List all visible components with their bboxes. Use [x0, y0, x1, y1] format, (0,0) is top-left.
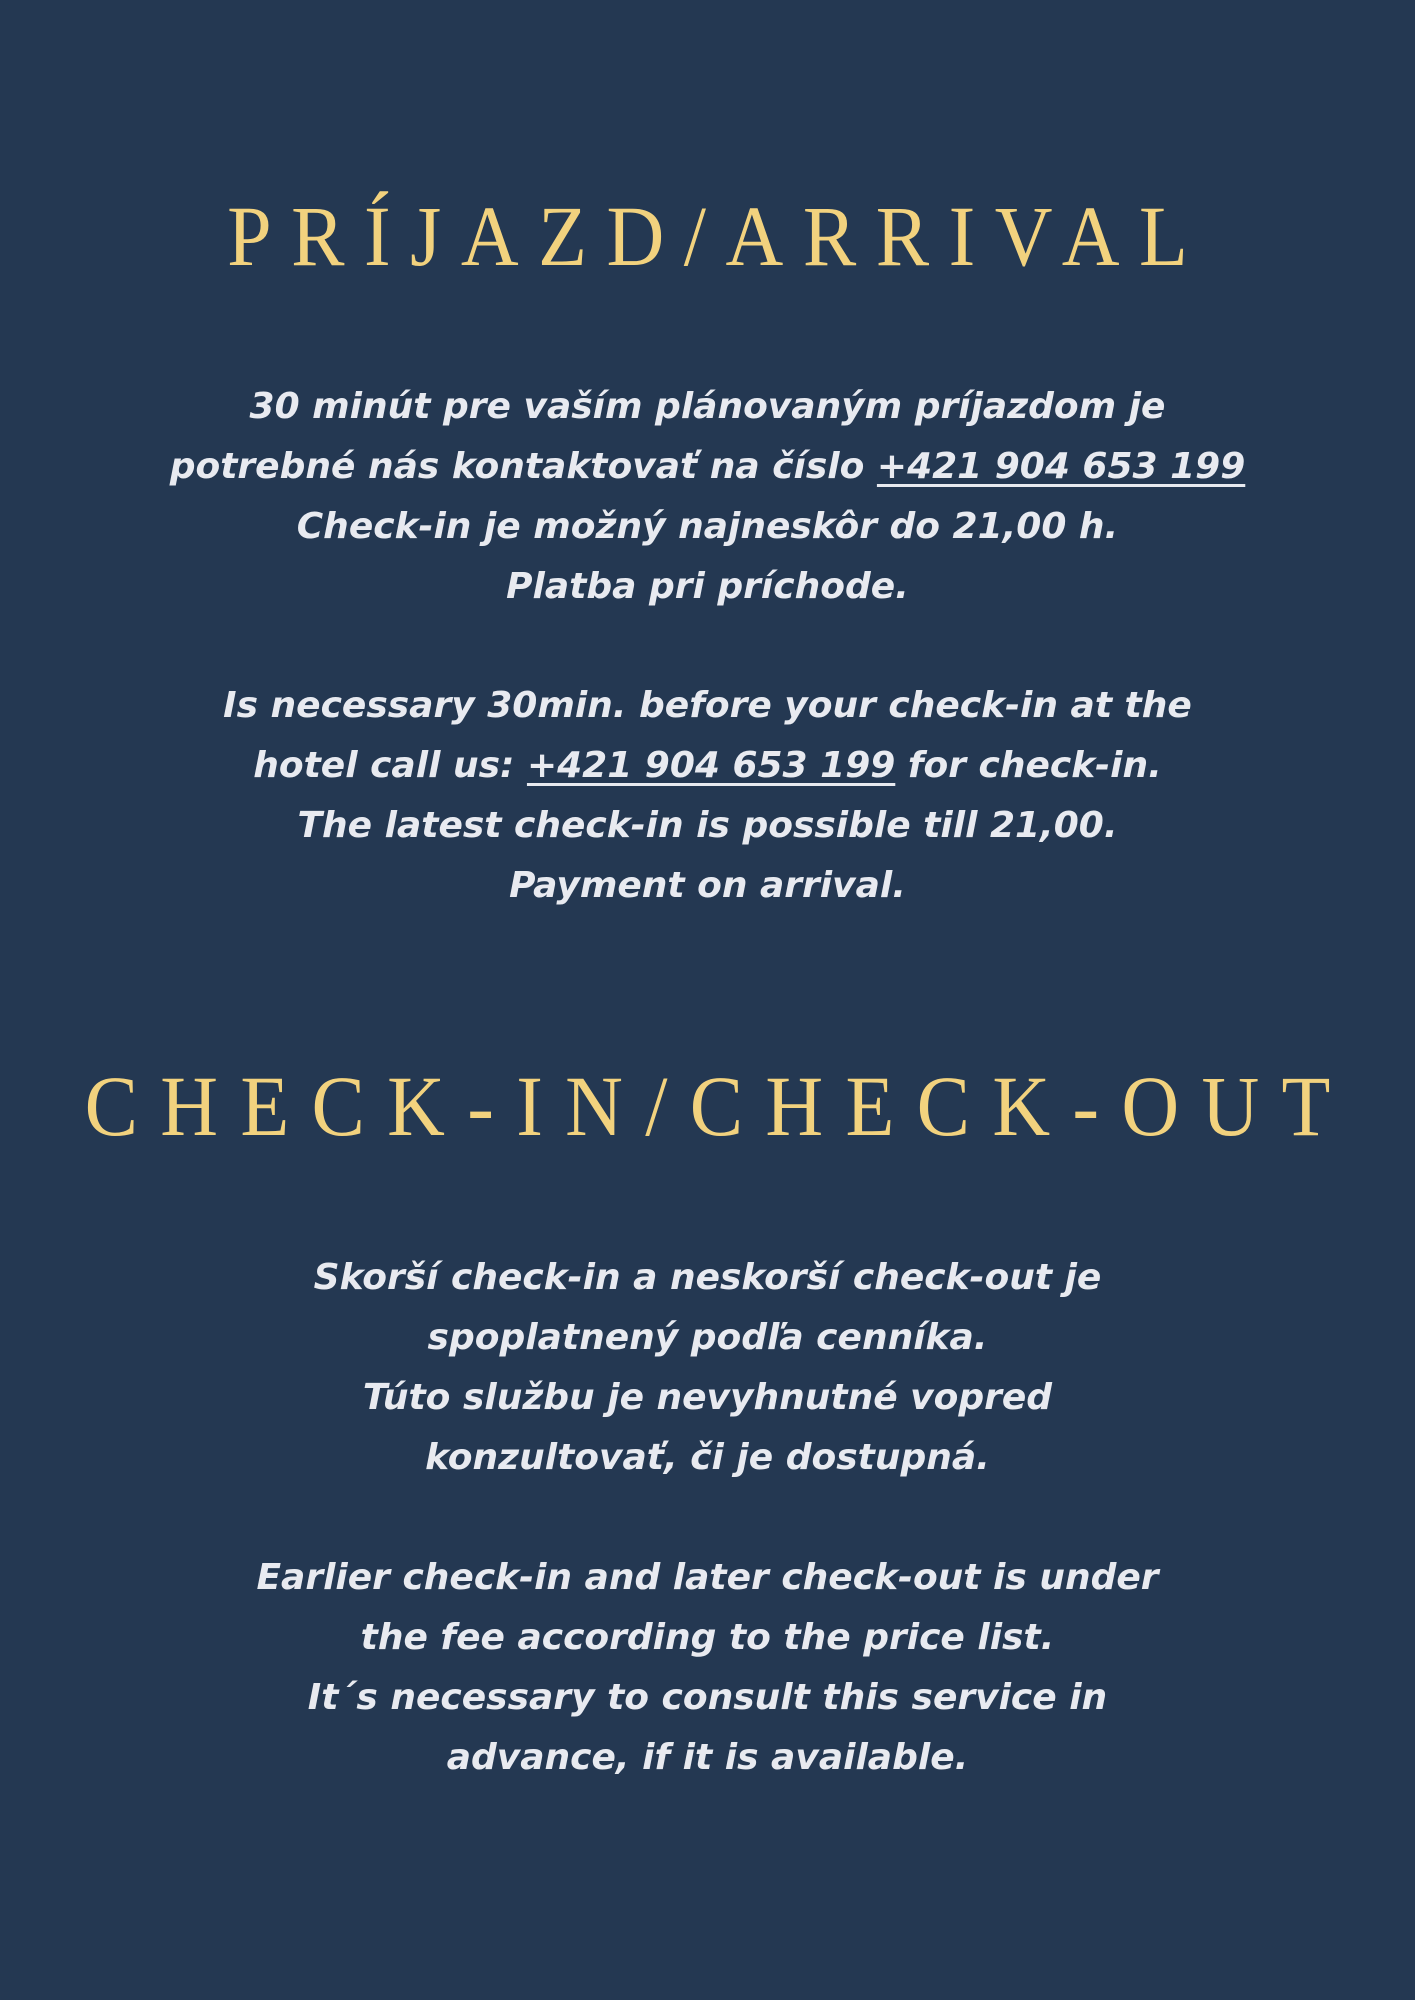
checkin-en-line-4: advance, if it is available.: [446, 1737, 969, 1778]
arrival-sk-line-3: Check-in je možný najneskôr do 21,00 h.: [296, 506, 1119, 547]
checkin-en-line-3: It´s necessary to consult this service in: [307, 1677, 1108, 1718]
arrival-en-line-2-suffix: for check-in.: [895, 745, 1162, 786]
phone-link-en[interactable]: +421 904 653 199: [526, 745, 896, 786]
checkin-en-line-1: Earlier check-in and later check-out is under: [256, 1557, 1159, 1598]
arrival-sk-line-1: 30 minút pre vaším plánovaným príjazdom je: [249, 386, 1166, 427]
checkin-en-line-2: the fee according to the price list.: [360, 1617, 1055, 1658]
checkin-sk-line-1: Skorší check-in a neskorší check-out je: [313, 1257, 1102, 1298]
checkin-text-en: [0, 1548, 1415, 1788]
arrival-sk-line-4: Platba pri príchode.: [506, 566, 909, 607]
arrival-en-line-2: [0, 736, 1415, 796]
arrival-sk-line-2-prefix: potrebné nás kontaktovať na číslo: [169, 446, 877, 487]
checkin-text-sk: [0, 1248, 1415, 1488]
arrival-en-line-1: Is necessary 30min. before your check-in at the: [223, 685, 1192, 726]
checkin-sk-line-2: spoplatnený podľa cenníka.: [427, 1317, 988, 1358]
checkin-sk-line-4: konzultovať, či je dostupná.: [425, 1437, 990, 1478]
arrival-en-line-3: The latest check-in is possible till 21,00.: [297, 805, 1118, 846]
phone-link-sk[interactable]: +421 904 653 199: [876, 446, 1246, 487]
checkin-sk-line-3: Túto službu je nevyhnutné vopred: [362, 1377, 1053, 1418]
arrival-text-en: [0, 676, 1415, 916]
arrival-heading: PRÍJAZD/ARRIVAL: [227, 188, 1208, 284]
arrival-en-line-4: Payment on arrival.: [509, 865, 906, 906]
arrival-en-line-2-prefix: hotel call us:: [253, 745, 527, 786]
arrival-sk-line-2: [0, 437, 1415, 497]
arrival-text-sk: [0, 377, 1415, 617]
checkin-checkout-heading: CHECK-IN/CHECK-OUT: [84, 1058, 1353, 1154]
